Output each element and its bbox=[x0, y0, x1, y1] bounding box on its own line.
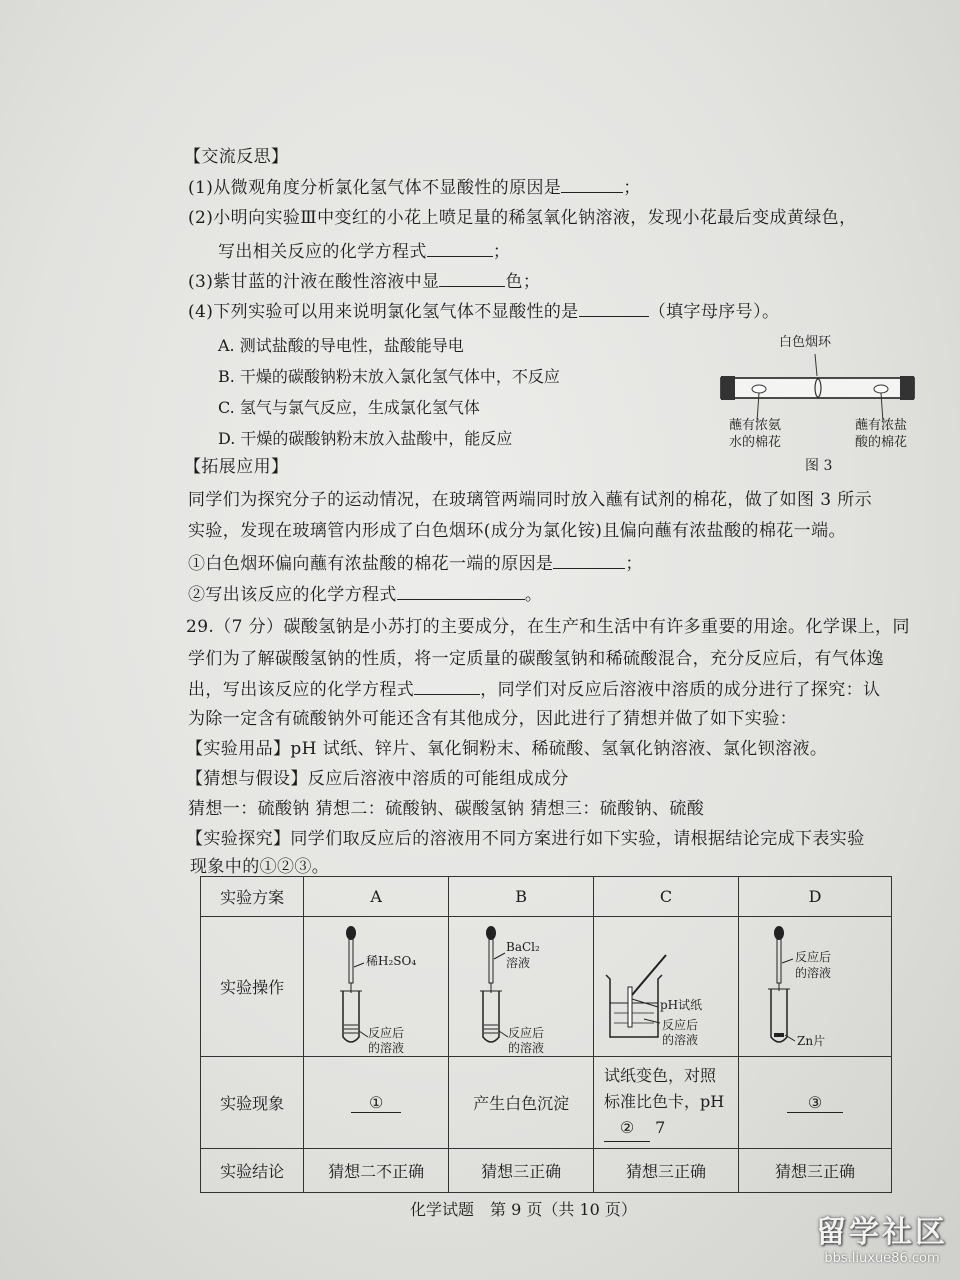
q29-line3: 出，写出该反应的化学方程式 ，同学们对反应后溶液中溶质的成分进行了探究：认 bbox=[188, 680, 881, 700]
row-label-operation: 实验操作 bbox=[201, 917, 304, 1057]
column-header-b: B bbox=[449, 877, 594, 917]
column-header-d: D bbox=[739, 877, 892, 917]
sample-label-b-1: 反应后 bbox=[508, 1026, 545, 1040]
sample-label-a-1: 反应后 bbox=[368, 1026, 405, 1040]
figure3-caption: 图 3 bbox=[805, 458, 833, 474]
beaker-ph-paper-diagram bbox=[596, 919, 736, 1054]
operation-cell-d bbox=[739, 917, 892, 1057]
page-footer: 化学试题 第 9 页（共 10 页） bbox=[410, 1200, 637, 1219]
reagent-label-a: 稀H₂SO₄ bbox=[366, 954, 417, 968]
answer-blank bbox=[439, 270, 505, 287]
answer-blank bbox=[579, 300, 649, 317]
table-header-label: 实验方案 bbox=[201, 877, 304, 917]
ph-paper-label: pH试纸 bbox=[660, 998, 703, 1012]
answer-blank bbox=[414, 678, 480, 695]
test-tube-zinc-diagram bbox=[741, 919, 889, 1054]
question-2-line1-text: (2)小明向实验Ⅲ中变红的小花上喷足量的稀氢氧化钠溶液，发现小花最后变成黄绿色， bbox=[188, 208, 857, 228]
question-4: (4)下列实验可以用来说明氯化氢气体不显酸性的是 （填字母序号）。 bbox=[188, 302, 780, 322]
blank-marker-1: ① bbox=[351, 1093, 401, 1113]
phenomenon-c-line1: 试纸变色，对照 bbox=[604, 1066, 717, 1085]
reagent-label-d-2: 的溶液 bbox=[795, 966, 832, 980]
column-header-a: A bbox=[304, 877, 449, 917]
phenomenon-cell-d bbox=[739, 1057, 892, 1149]
phenomenon-cell-a bbox=[304, 1057, 449, 1149]
table-row-conclusion bbox=[201, 1149, 892, 1193]
extend-paragraph-line2: 实验，发现在玻璃管内形成了白色烟环(成分为氯化铵)且偏向蘸有浓盐酸的棉花一端。 bbox=[188, 521, 846, 541]
answer-blank bbox=[561, 176, 623, 193]
sample-label-b-2: 的溶液 bbox=[508, 1041, 545, 1054]
q29-hypothesis: 【猜想与假设】反应后溶液中溶质的可能组成成分 bbox=[186, 769, 569, 789]
blank-marker-3: ③ bbox=[787, 1093, 843, 1113]
option-b: B. 干燥的碳酸钠粉末放入氯化氢气体中，不反应 bbox=[218, 367, 560, 386]
answer-blank bbox=[397, 583, 525, 600]
row-label-phenomenon: 实验现象 bbox=[201, 1057, 304, 1149]
reagent-label-b-1: BaCl₂ bbox=[506, 940, 540, 954]
phenomenon-c-line3 bbox=[604, 1115, 738, 1142]
watermark-url: bbs.liuxue86.com bbox=[824, 1251, 940, 1266]
watermark-title: 留学社区 bbox=[816, 1215, 948, 1250]
table-header-row bbox=[201, 877, 892, 917]
blank-marker-2: ② bbox=[604, 1115, 650, 1142]
extend-paragraph-line1: 同学们为探究分子的运动情况，在玻璃管两端同时放入蘸有试剂的棉花，做了如图 3 所示 bbox=[188, 490, 873, 510]
reagent-label-d-1: 反应后 bbox=[795, 950, 832, 964]
conclusion-cell-a: 猜想二不正确 bbox=[304, 1149, 449, 1193]
section-heading-reflect: 【交流反思】 bbox=[184, 147, 289, 167]
watermark bbox=[816, 1207, 948, 1266]
phenomenon-cell-c bbox=[594, 1057, 739, 1149]
phenomenon-c-line2: 标准比色卡，pH bbox=[604, 1092, 725, 1111]
option-c: C. 氢气与氯气反应，生成氯化氢气体 bbox=[218, 398, 480, 417]
question-3: (3)紫甘蓝的汁液在酸性溶液中显 色； bbox=[188, 272, 541, 292]
q29-line1: 29.（7 分）碳酸氢钠是小苏打的主要成分，在生产和生活中有许多重要的用途。化学课上，同 bbox=[186, 617, 910, 637]
operation-cell-b bbox=[449, 917, 594, 1057]
q29-supplies: 【实验用品】pH 试纸、锌片、氧化铜粉末、稀硫酸、氢氧化钠溶液、氯化钡溶液。 bbox=[186, 739, 828, 759]
answer-blank bbox=[427, 240, 493, 257]
option-d: D. 干燥的碳酸钠粉末放入盐酸中，能反应 bbox=[218, 429, 513, 448]
figure3-left-label-1: 蘸有浓氨 bbox=[729, 418, 782, 433]
ph-value: 7 bbox=[655, 1118, 666, 1137]
q29-explore-line2: 现象中的①②③。 bbox=[190, 857, 330, 877]
section-heading-extend: 【拓展应用】 bbox=[184, 457, 289, 477]
test-tube-dropper-a-diagram bbox=[306, 919, 446, 1054]
reagent-label-b-2: 溶液 bbox=[506, 956, 531, 970]
q29-guesses: 猜想一：硫酸钠 猜想二：硫酸钠、碳酸氢钠 猜想三：硫酸钠、硫酸 bbox=[188, 799, 705, 819]
test-tube-dropper-b-diagram bbox=[451, 919, 591, 1054]
conclusion-cell-d: 猜想三正确 bbox=[739, 1149, 892, 1193]
column-header-c: C bbox=[594, 877, 739, 917]
question-1: (1)从微观角度分析氯化氢气体不显酸性的原因是 ； bbox=[188, 178, 641, 198]
extend-item-1: ①白色烟环偏向蘸有浓盐酸的棉花一端的原因是 ； bbox=[188, 554, 643, 574]
experiment-table bbox=[200, 876, 892, 1193]
zinc-label: Zn片 bbox=[797, 1034, 826, 1048]
operation-cell-a bbox=[304, 917, 449, 1057]
figure-3 bbox=[715, 330, 920, 480]
row-label-conclusion: 实验结论 bbox=[201, 1149, 304, 1193]
table-row-phenomenon bbox=[201, 1057, 892, 1149]
figure3-right-label-1: 蘸有浓盐 bbox=[855, 418, 908, 433]
phenomenon-cell-b: 产生白色沉淀 bbox=[449, 1057, 594, 1149]
figure3-right-label-2: 酸的棉花 bbox=[855, 435, 908, 450]
q29-line4: 为除一定含有硫酸钠外可能还含有其他成分，因此进行了猜想并做了如下实验： bbox=[188, 709, 797, 729]
sample-label-c-2: 的溶液 bbox=[662, 1033, 699, 1047]
q29-line2: 学们为了解碳酸氢钠的性质，将一定质量的碳酸氢钠和稀硫酸混合，充分反应后，有气体逸 bbox=[188, 649, 884, 669]
conclusion-cell-c: 猜想三正确 bbox=[594, 1149, 739, 1193]
sample-label-c-1: 反应后 bbox=[662, 1018, 699, 1032]
figure3-left-label-2: 水的棉花 bbox=[729, 435, 782, 450]
conclusion-cell-b: 猜想三正确 bbox=[449, 1149, 594, 1193]
extend-item-2: ②写出该反应的化学方程式 。 bbox=[188, 585, 543, 605]
option-a: A. 测试盐酸的导电性，盐酸能导电 bbox=[218, 336, 464, 355]
sample-label-a-2: 的溶液 bbox=[368, 1041, 405, 1054]
operation-cell-c bbox=[594, 917, 739, 1057]
question-2-line2: 写出相关反应的化学方程式 ； bbox=[218, 242, 511, 262]
q29-explore-line1: 【实验探究】同学们取反应后的溶液用不同方案进行如下实验，请根据结论完成下表实验 bbox=[186, 829, 865, 849]
figure3-smoke-ring-label: 白色烟环 bbox=[779, 335, 832, 350]
table-row-operation bbox=[201, 917, 892, 1057]
answer-blank bbox=[553, 552, 625, 569]
